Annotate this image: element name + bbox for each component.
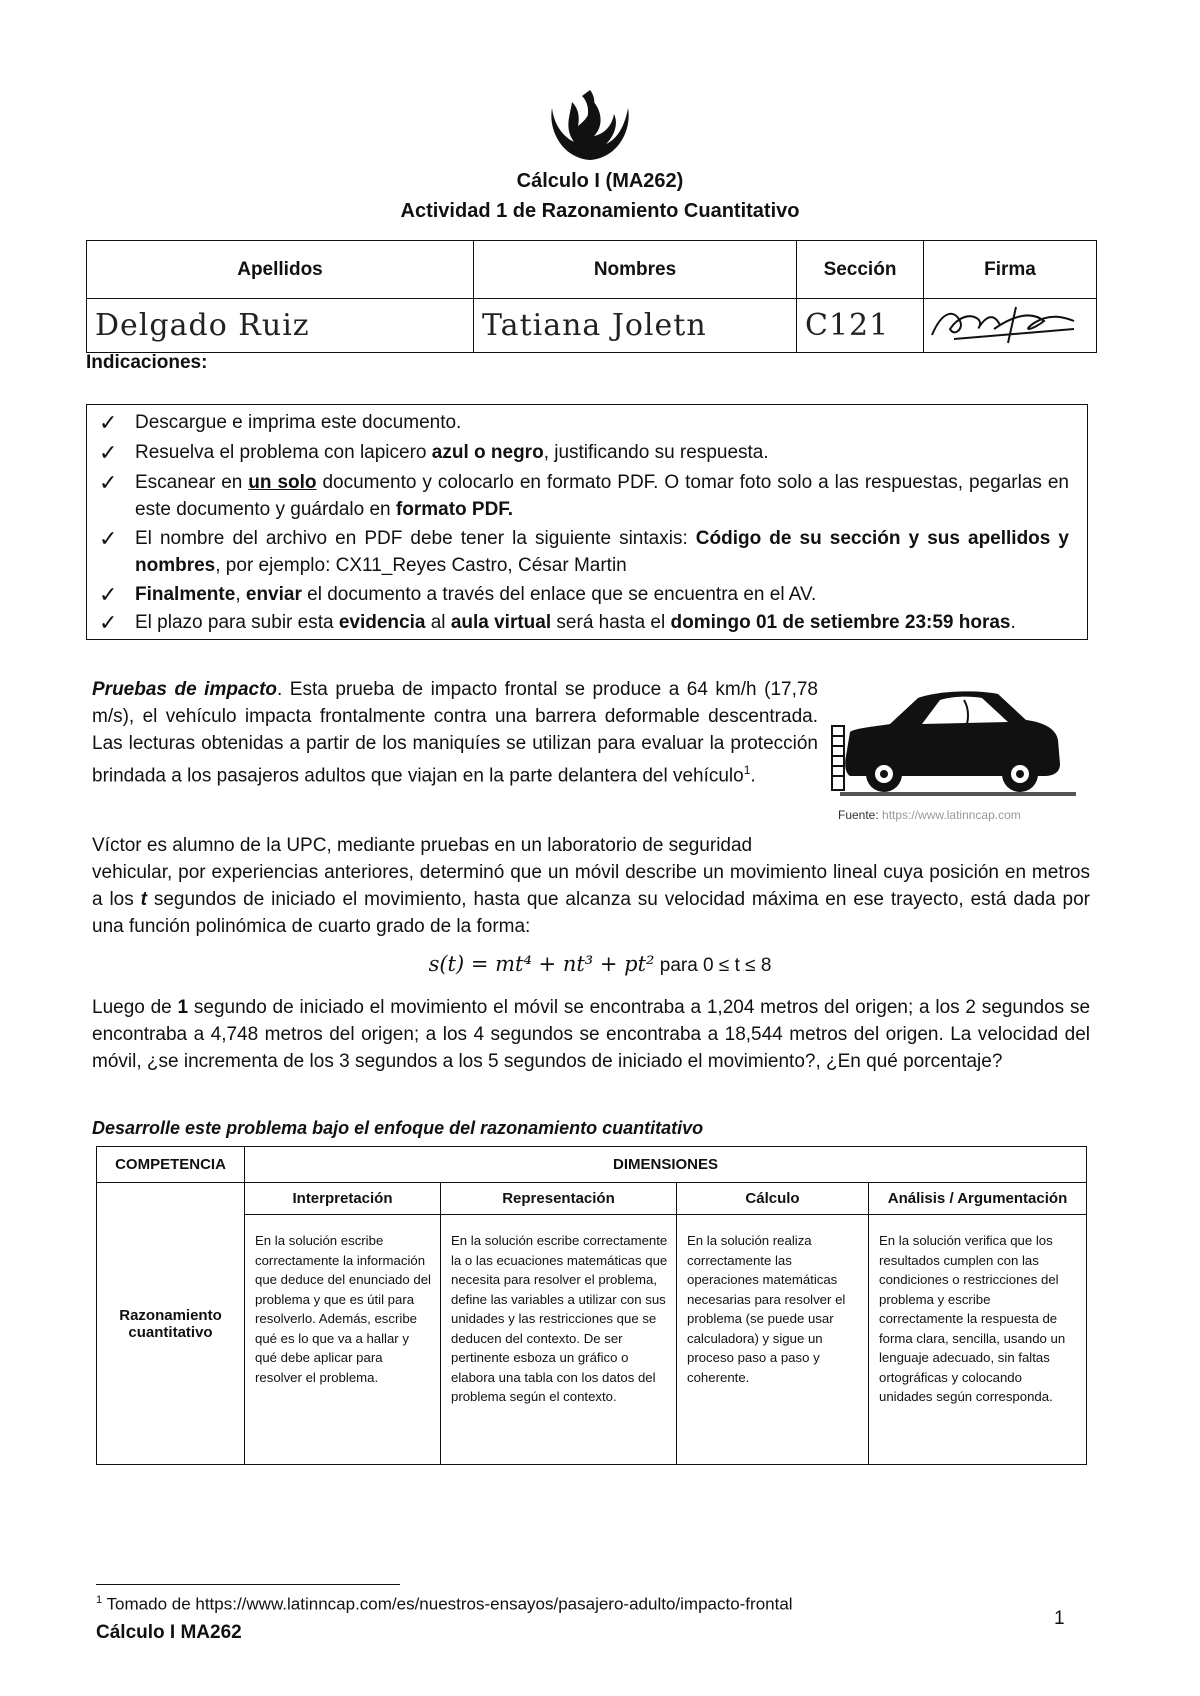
rubric-subheading: Desarrolle este problema bajo el enfoque del razonamiento cuantitativo [92,1118,704,1138]
rubric-desc-analisis: En la solución verifica que los resultados cumplen con las condiciones o restricciones del problema y escribe correctamente la respuesta de forma clara, sencilla, usando un lenguaje adecuado, sin faltas ortográficas y colocando unidades según corresponda. [869,1215,1087,1465]
activity-title: Actividad 1 de Razonamiento Cuantitativo [400,200,800,222]
value-nombres: Tatiana Joletn [474,299,797,353]
value-seccion: C121 [797,299,924,353]
page-number: 1 [1054,1608,1065,1629]
position-equation: s(t) = mt⁴ + nt³ + pt² para 0 ≤ t ≤ 8 [428,952,772,976]
rubric-desc-representacion: En la solución escribe correctamente la o las ecuaciones matemáticas que necesita para resolver el problema, define las variables a utilizar con sus unidades y las restricciones que se deducen del contexto. De ser pertinente esboza un gráfico o elabora una tabla con los datos del problema según el contexto. [441,1215,677,1465]
problem-question: Luego de 1 segundo de iniciado el movimiento el móvil se encontraba a 1,204 metros del origen; a los 2 segundos se encontraba a 4,748 metros del origen; a los 4 segundos se encontraba a 18,544 metros del origen. La velocidad del móvil, ¿se incrementa de los 3 segundos a los 5 segundos de iniciado el movimiento?, ¿En qué porcentaje? [92,997,1091,1072]
rubric-header-competencia: COMPETENCIA [97,1147,245,1183]
checkmark-icon: ✓ [99,610,118,635]
rubric-competencia-label: Razonamiento cuantitativo [97,1183,245,1465]
checkmark-icon: ✓ [99,470,118,495]
image-source: Fuente: https://www.latinncap.com [838,808,1021,822]
rubric-col-representacion: Representación [441,1183,677,1215]
checkmark-icon: ✓ [99,582,118,607]
indicaciones-box [86,404,1088,640]
header-firma: Firma [924,241,1097,299]
problem-paragraph-2b: vehicular, por experiencias anteriores, determinó que un móvil describe un movimiento lineal cuya posición en metros a los t segundos de iniciado el movimiento, hasta que alcanza su velocidad máxima en ese trayecto, está dada por una función polinómica de cuarto grado de la forma: [92,862,1090,937]
footnote-rule [96,1584,400,1585]
footnote: $^1$ Tomado de https://www.latinncap.com/es/nuestros-ensayos/pasajero-adulto/impacto-frontal [96,1594,793,1614]
indicaciones-label: Indicaciones: [86,352,208,373]
rubric-header-dimensiones: DIMENSIONES [245,1147,1087,1183]
indication-item-5: ✓ Finalmente, enviar el documento a través del enlace que se encuentra en el AV. [99,582,817,607]
crash-test-car-image [830,686,1080,806]
rubric-col-analisis: Análisis / Argumentación [869,1183,1087,1215]
student-info-table [86,240,1097,353]
rubric-col-interpretacion: Interpretación [245,1183,441,1215]
signature-cell [924,299,1097,353]
rubric-desc-interpretacion: En la solución escribe correctamente la información que deduce del enunciado del problema y que es útil para resolverlo. Además, escribe qué es lo que va a hallar y qué debe aplicar para resolver el problema. [245,1215,441,1465]
rubric-col-calculo: Cálculo [677,1183,869,1215]
indication-item-3: ✓ Escanear en un solo documento y colocarlo en formato PDF. O tomar foto solo a las respuestas, pegarlas en este documento y guárdalo en formato PDF. [99,470,1069,520]
checkmark-icon: ✓ [99,410,118,435]
indication-item-2: ✓ Resuelva el problema con lapicero azul o negro, justificando su respuesta. [99,440,769,465]
indication-item-6: ✓ El plazo para subir esta evidencia al aula virtual será hasta el domingo 01 de setiembre 23:59 horas. [99,610,1016,635]
indication-item-1: ✓ Descargue e imprima este documento. [99,410,462,435]
value-apellidos: Delgado Ruiz [87,299,474,353]
signature-icon [924,299,1096,347]
header-nombres: Nombres [474,241,797,299]
problem-paragraph-2a: Víctor es alumno de la UPC, mediante pruebas en un laboratorio de seguridad [92,835,753,856]
rubric-table [96,1146,1087,1465]
upc-logo-icon [546,86,634,164]
problem-intro: Pruebas de impacto. Esta prueba de impacto frontal se produce a 64 km/h (17,78 m/s), el vehículo impacta frontalmente contra una barrera deformable descentrada. Las lecturas obtenidas a partir de los maniquíes se utilizan para evaluar la protección brindada a los pasajeros adultos que viajan en la parte delantera del vehículo$^1$. [92,679,818,787]
rubric-desc-calculo: En la solución realiza correctamente las operaciones matemáticas necesarias para resolver el problema (se puede usar calculadora) y sigue un proceso paso a paso y coherente. [677,1215,869,1465]
checkmark-icon: ✓ [99,526,118,551]
header-seccion: Sección [797,241,924,299]
indication-item-4: ✓ El nombre del archivo en PDF debe tener la siguiente sintaxis: Código de su sección y sus apellidos y nombres, por ejemplo: CX11_Reyes Castro, César Martin [99,526,1069,576]
course-footer: Cálculo I MA262 [96,1622,242,1643]
course-title: Cálculo I (MA262) [516,170,684,192]
header-apellidos: Apellidos [87,241,474,299]
checkmark-icon: ✓ [99,440,118,465]
